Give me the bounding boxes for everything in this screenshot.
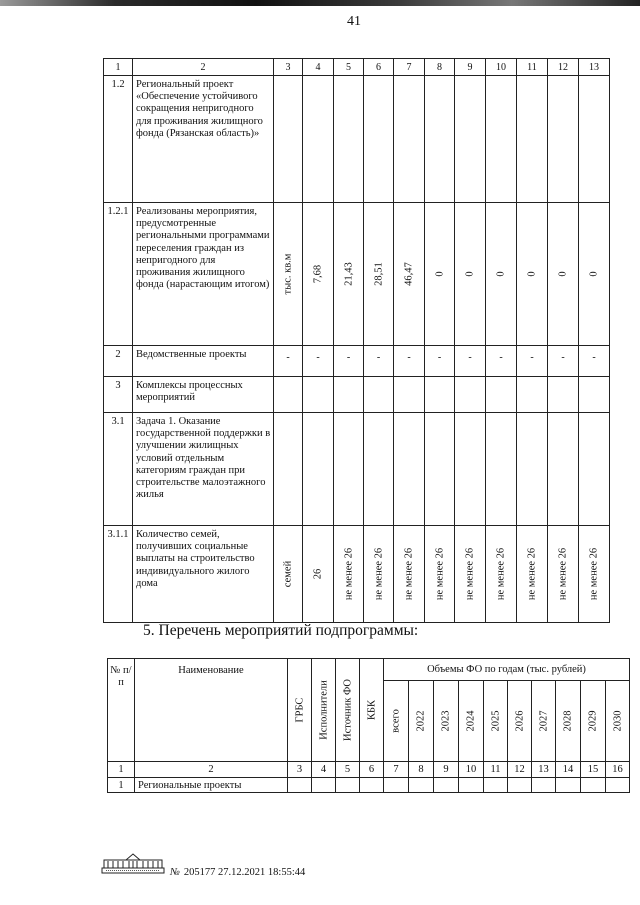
section-heading: 5. Перечень мероприятий подпрограммы: <box>143 622 419 639</box>
table-row <box>104 203 610 346</box>
table-row <box>104 377 610 413</box>
document-stamp <box>170 867 305 878</box>
header-grbs: ГРБС <box>288 659 312 762</box>
value-cell: не менее 26 <box>403 547 415 601</box>
value-cell: 26 <box>312 568 324 580</box>
value-cell: - <box>530 352 534 363</box>
col-num-15: 15 <box>581 762 606 778</box>
value-cell: - <box>499 352 503 363</box>
col-num-3: 3 <box>288 762 312 778</box>
page-number: 41 <box>347 14 361 29</box>
header-year: 2028 <box>556 681 581 762</box>
col-num-16: 16 <box>606 762 630 778</box>
header-year: 2023 <box>434 681 459 762</box>
government-building-logo <box>100 852 166 874</box>
row-number: 3 <box>104 377 133 413</box>
col-num-12: 12 <box>508 762 532 778</box>
value-cell: 0 <box>557 271 569 277</box>
value-cell: - <box>376 352 381 363</box>
value-cell: - <box>592 352 596 363</box>
value-cell: не менее 26 <box>373 547 384 601</box>
value-cell: 0 <box>464 271 476 277</box>
header-num: № п/п <box>108 659 135 762</box>
col-num-6: 6 <box>364 59 394 76</box>
indicators-table <box>103 58 610 623</box>
header-row <box>108 659 630 681</box>
value-cell: 0 <box>434 271 445 277</box>
value-cell: не менее 26 <box>557 547 569 601</box>
header-year: 2025 <box>484 681 508 762</box>
col-num-4: 4 <box>312 762 336 778</box>
col-num-10: 10 <box>459 762 484 778</box>
header-year: 2026 <box>508 681 532 762</box>
row-name: Количество семей, получивших социальные выплаты на строительство индивидуального жилого дома <box>133 526 274 623</box>
value-cell: 7,68 <box>312 264 324 284</box>
col-num-2: 2 <box>133 59 274 76</box>
header-year: 2027 <box>532 681 556 762</box>
row-number: 3.1.1 <box>104 526 133 623</box>
column-number-row <box>104 59 610 76</box>
document-timestamp: 27.12.2021 18:55:44 <box>218 867 306 878</box>
column-number-row <box>108 762 630 778</box>
value-cell: - <box>468 352 472 363</box>
document-number: 205177 <box>183 867 216 878</box>
row-number: 2 <box>104 346 133 377</box>
header-kbk: КБК <box>360 659 384 762</box>
value-cell: - <box>437 352 442 363</box>
col-num-14: 14 <box>556 762 581 778</box>
table-row <box>104 413 610 526</box>
header-total: всего <box>384 681 409 762</box>
value-cell: не менее 26 <box>464 547 476 601</box>
col-num-13: 13 <box>579 59 610 76</box>
row-number: 1 <box>108 778 135 793</box>
row-number: 1.2 <box>104 76 133 203</box>
col-num-7: 7 <box>384 762 409 778</box>
col-num-10: 10 <box>486 59 517 76</box>
unit-cell: - <box>286 352 290 363</box>
row-number: 1.2.1 <box>104 203 133 346</box>
col-num-2: 2 <box>135 762 288 778</box>
col-num-3: 3 <box>274 59 303 76</box>
row-name: Задача 1. Оказание государственной поддержки в улучшении жилищных условий отдельным категориям граждан при строительстве малоэтажного жилья <box>133 413 274 526</box>
col-num-8: 8 <box>425 59 455 76</box>
col-num-12: 12 <box>548 59 579 76</box>
value-cell: 46,47 <box>403 262 415 286</box>
table-row <box>104 346 610 377</box>
header-year: 2024 <box>459 681 484 762</box>
col-num-6: 6 <box>360 762 384 778</box>
value-cell: не менее 26 <box>434 547 445 601</box>
value-cell: 28,51 <box>373 262 384 286</box>
col-num-13: 13 <box>532 762 556 778</box>
value-cell: - <box>316 352 320 363</box>
table-row <box>104 76 610 203</box>
row-number: 3.1 <box>104 413 133 526</box>
header-name: Наименование <box>135 659 288 762</box>
value-cell: 0 <box>588 271 600 277</box>
col-num-9: 9 <box>434 762 459 778</box>
value-cell: не менее 26 <box>343 547 354 601</box>
number-sign-icon: № <box>170 867 180 878</box>
value-cell: 0 <box>526 271 538 277</box>
col-num-1: 1 <box>104 59 133 76</box>
col-num-1: 1 <box>108 762 135 778</box>
col-num-11: 11 <box>484 762 508 778</box>
header-year: 2022 <box>409 681 434 762</box>
row-name: Комплексы процессных мероприятий <box>133 377 274 413</box>
header-year: 2029 <box>581 681 606 762</box>
scan-edge <box>0 0 640 6</box>
unit-cell <box>274 203 303 346</box>
col-num-8: 8 <box>409 762 434 778</box>
row-name: Региональные проекты <box>135 778 288 793</box>
activities-table <box>107 658 630 793</box>
value-cell: - <box>346 352 351 363</box>
col-num-11: 11 <box>517 59 548 76</box>
value-cell: не менее 26 <box>588 547 600 601</box>
header-executors: Исполнители <box>312 659 336 762</box>
value-cell: - <box>561 352 565 363</box>
row-name: Региональный проект «Обеспечение устойчивого сокращения непригодного для проживания жилищного фонда (Рязанская область)» <box>133 76 274 203</box>
col-num-5: 5 <box>334 59 364 76</box>
value-cell: не менее 26 <box>526 547 538 601</box>
value-cell: 0 <box>495 271 507 277</box>
header-volumes: Объемы ФО по годам (тыс. рублей) <box>384 659 630 681</box>
unit-text: тыс. кв.м <box>282 253 294 295</box>
col-num-5: 5 <box>336 762 360 778</box>
table-row <box>104 526 610 623</box>
row-name: Реализованы мероприятия, предусмотренные региональными программами переселения граждан из непригодного для проживания жилищного фонда (нарастающим итогом) <box>133 203 274 346</box>
col-num-9: 9 <box>455 59 486 76</box>
value-cell: 21,43 <box>343 262 354 286</box>
value-cell: - <box>407 352 411 363</box>
row-name: Ведомственные проекты <box>133 346 274 377</box>
col-num-7: 7 <box>394 59 425 76</box>
header-source: Источник ФО <box>336 659 360 762</box>
col-num-4: 4 <box>303 59 334 76</box>
unit-text: семей <box>282 560 294 588</box>
value-cell: не менее 26 <box>495 547 507 601</box>
header-year: 2030 <box>606 681 630 762</box>
table-row <box>108 778 630 793</box>
